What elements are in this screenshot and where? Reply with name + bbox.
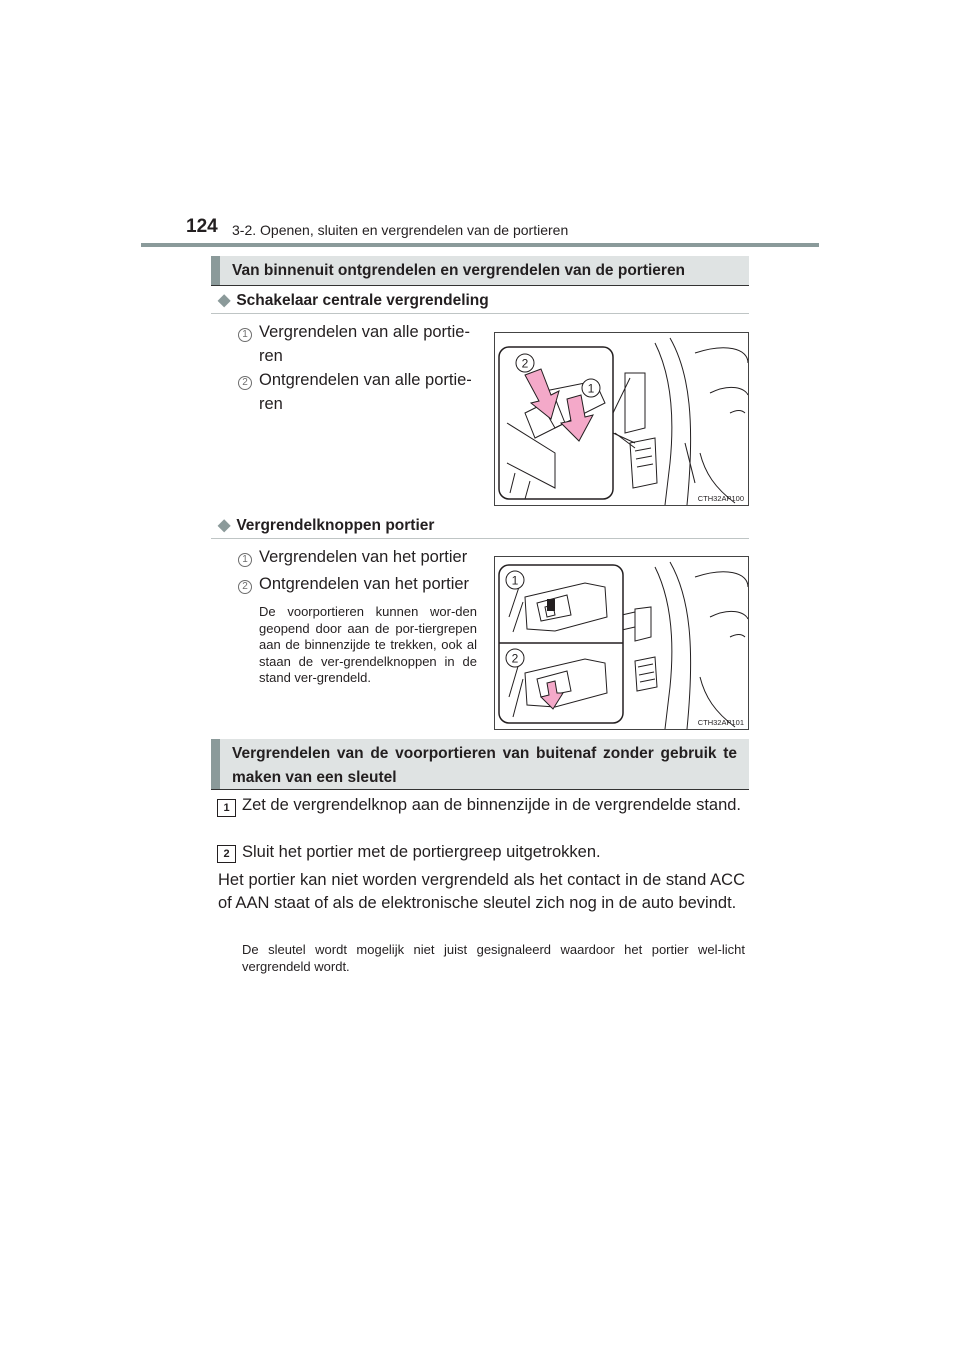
section-heading-outside bbox=[211, 739, 749, 789]
subheading-text: Schakelaar centrale vergrendeling bbox=[236, 292, 489, 309]
step-number: 2 bbox=[217, 845, 236, 863]
section-rule bbox=[211, 789, 749, 790]
item-number: 2 bbox=[238, 580, 252, 594]
figure-code: CTH32AP101 bbox=[697, 718, 744, 727]
item-number: 1 bbox=[238, 328, 252, 342]
header-rule bbox=[141, 243, 819, 247]
item-text: Vergrendelen van het portier bbox=[259, 548, 468, 566]
page-number: 124 bbox=[186, 216, 218, 237]
diamond-icon: ◆ bbox=[218, 517, 231, 534]
section-heading-inside bbox=[211, 256, 749, 286]
central-lock-illustration bbox=[495, 333, 748, 505]
step-text: Zet de vergrendelknop aan de binnenzijde in de vergrendelde stand. bbox=[242, 796, 742, 814]
item-number: 1 bbox=[238, 553, 252, 567]
figure-code: CTH32AP100 bbox=[697, 494, 744, 503]
subheading-text: Vergrendelknoppen portier bbox=[236, 517, 435, 534]
chapter-title: 3-2. Openen, sluiten en vergrendelen van de portieren bbox=[232, 222, 569, 238]
section-rule bbox=[211, 285, 749, 286]
figure-central-lock-switch bbox=[494, 332, 749, 506]
item-number: 2 bbox=[238, 376, 252, 390]
subheading-rule bbox=[211, 313, 749, 314]
diamond-icon: ◆ bbox=[218, 292, 231, 309]
figure-door-lock-buttons bbox=[494, 556, 749, 730]
callout-number: 1 bbox=[587, 381, 595, 396]
item-text: Ontgrendelen van alle portie-ren bbox=[259, 371, 472, 413]
step-text: Sluit het portier met de portiergreep uitgetrokken. bbox=[242, 843, 601, 861]
subheading-rule bbox=[211, 538, 749, 539]
callout-number: 2 bbox=[511, 651, 519, 666]
callout-number: 1 bbox=[511, 573, 519, 588]
subheading-central-lock bbox=[218, 290, 489, 310]
section-heading-text: Vergrendelen van de voorportieren van buitenaf zonder gebruik te maken van een sleutel bbox=[232, 745, 737, 786]
note-text: De voorportieren kunnen wor-den geopend door aan de por-tiergrepen aan de binnenzijde te trekken, ook al staan de ver-grendelknoppen in de stand ver-grendeld. bbox=[259, 604, 477, 685]
door-lock-illustration bbox=[495, 557, 748, 729]
item-text: Ontgrendelen van het portier bbox=[259, 575, 470, 593]
subheading-door-lock-buttons bbox=[218, 515, 434, 535]
note-text: De sleutel wordt mogelijk niet juist gesignaleerd waardoor het portier wel-licht vergrendeld wordt. bbox=[242, 942, 745, 974]
step-number: 1 bbox=[217, 799, 236, 817]
item-text: Vergrendelen van alle portie-ren bbox=[259, 323, 470, 365]
section-heading-text: Van binnenuit ontgrendelen en vergrendelen van de portieren bbox=[232, 262, 686, 279]
body-paragraph: Het portier kan niet worden vergrendeld als het contact in de stand ACC of AAN staat of als de elektronische sleutel zich nog in de auto bevindt. bbox=[218, 871, 745, 912]
callout-number: 2 bbox=[521, 356, 529, 371]
